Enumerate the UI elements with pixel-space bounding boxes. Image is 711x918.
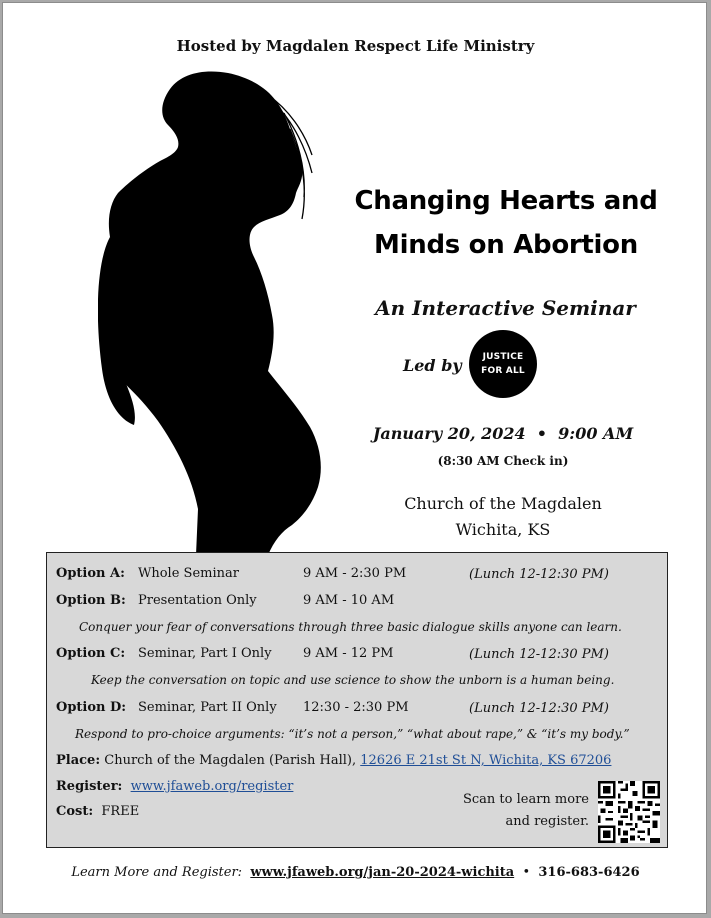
option-description: Respond to pro-choice arguments: “it’s not a person,” “what about rape,” & “it’s my body.”: [75, 727, 630, 741]
option-d-row: [56, 700, 126, 715]
event-time: 9:00 AM: [558, 424, 634, 443]
scan-text: [457, 789, 589, 833]
register-row: [56, 779, 293, 794]
register-link[interactable]: www.jfaweb.org/register: [130, 779, 294, 794]
option-a-row: [56, 566, 125, 581]
register-label: Register:: [56, 779, 123, 794]
options-box: [46, 552, 668, 848]
footer: [3, 865, 707, 880]
scan-line-2: and register.: [505, 814, 589, 829]
place-label: Place:: [56, 753, 101, 768]
title-line-2: Minds on Abortion: [374, 230, 638, 260]
led-by-label: Led by: [403, 356, 462, 375]
event-date: January 20, 2024: [372, 424, 526, 443]
option-name: Presentation Only: [138, 593, 257, 608]
option-name: Seminar, Part I Only: [138, 646, 272, 661]
option-description: Keep the conversation on topic and use science to show the unborn is a human being.: [91, 673, 615, 687]
cost-value: FREE: [101, 804, 140, 819]
host-line: Hosted by Magdalen Respect Life Ministry: [176, 37, 535, 55]
option-lunch: (Lunch 12-12:30 PM): [469, 567, 609, 582]
option-label: Option B:: [56, 593, 126, 608]
option-lunch: (Lunch 12-12:30 PM): [469, 701, 609, 716]
option-time: 12:30 - 2:30 PM: [303, 700, 409, 715]
scan-line-1: Scan to learn more: [462, 792, 589, 807]
option-label: Option D:: [56, 700, 127, 715]
option-time: 9 AM - 2:30 PM: [303, 566, 407, 581]
venue: [353, 491, 653, 543]
place-row: [56, 753, 611, 768]
flyer-page: [2, 2, 707, 914]
seminar-subtitle: An Interactive Seminar: [375, 296, 636, 320]
option-lunch: (Lunch 12-12:30 PM): [469, 647, 609, 662]
option-label: Option A:: [56, 566, 125, 581]
event-date-time: [363, 424, 643, 443]
justice-for-all-logo: [469, 330, 537, 398]
cost-row: [56, 804, 139, 819]
cost-label: Cost:: [56, 804, 94, 819]
date-separator: •: [536, 424, 548, 443]
footer-phone: 316-683-6426: [538, 865, 640, 880]
venue-city: Wichita, KS: [455, 520, 551, 539]
footer-url-link[interactable]: www.jfaweb.org/jan-20-2024-wichita: [250, 865, 515, 880]
logo-line-2: FOR ALL: [481, 366, 525, 376]
option-time: 9 AM - 12 PM: [303, 646, 394, 661]
footer-label: Learn More and Register:: [71, 865, 243, 880]
qr-code[interactable]: [598, 781, 660, 843]
place-text: Church of the Magdalen (Parish Hall),: [104, 753, 357, 768]
option-name: Whole Seminar: [138, 566, 239, 581]
option-b-row: [56, 593, 126, 608]
option-label: Option C:: [56, 646, 126, 661]
option-description: Conquer your fear of conversations through three basic dialogue skills anyone can learn.: [79, 620, 622, 634]
title-line-1: Changing Hearts and: [354, 186, 658, 216]
venue-name: Church of the Magdalen: [404, 494, 602, 513]
option-name: Seminar, Part II Only: [138, 700, 277, 715]
seminar-title: [331, 179, 681, 267]
logo-line-1: JUSTICE: [482, 352, 524, 362]
footer-separator: •: [522, 865, 531, 880]
place-address-link[interactable]: 12626 E 21st St N, Wichita, KS 67206: [360, 753, 612, 768]
option-time: 9 AM - 10 AM: [303, 593, 395, 608]
pregnant-woman-silhouette: [98, 69, 338, 555]
checkin-time: (8:30 AM Check in): [437, 454, 569, 468]
option-c-row: [56, 646, 125, 661]
